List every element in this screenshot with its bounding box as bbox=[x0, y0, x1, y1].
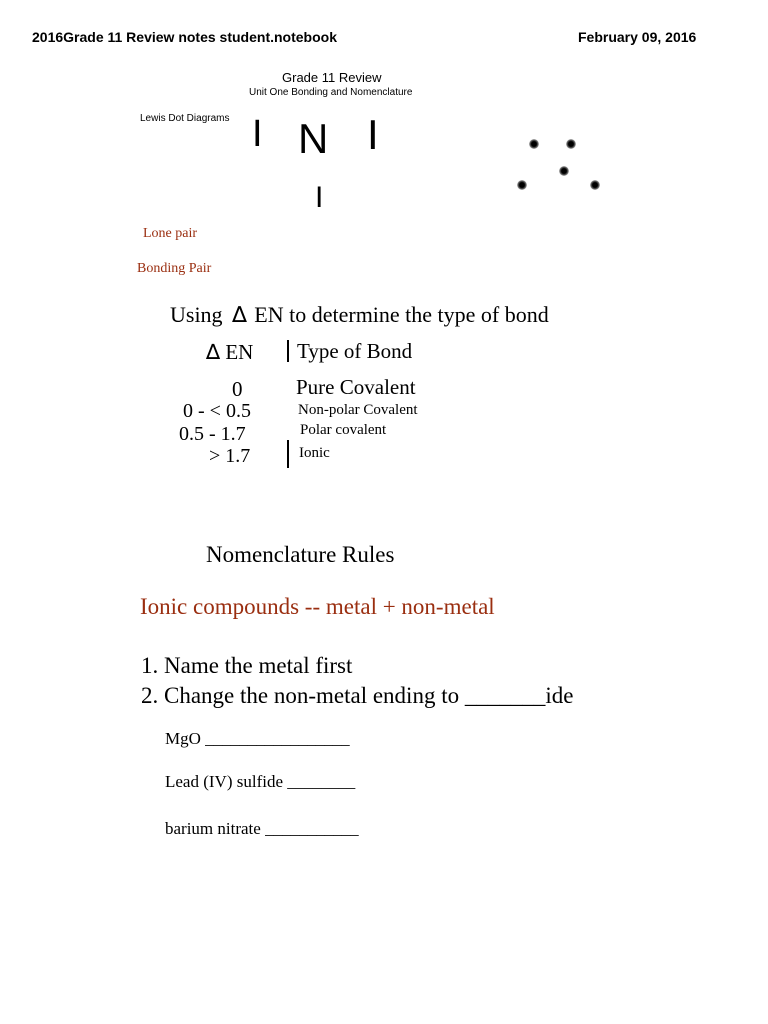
lewis-right-bond: I bbox=[367, 111, 379, 158]
en-range-3: > 1.7 bbox=[209, 445, 251, 467]
lewis-bottom-bond: I bbox=[315, 181, 324, 214]
nomenclature-title: Nomenclature Rules bbox=[206, 542, 395, 567]
bond-type-1: Non-polar Covalent bbox=[298, 402, 418, 418]
en-range-0: 0 bbox=[232, 377, 243, 401]
lewis-nitrogen-symbol: N bbox=[298, 115, 329, 162]
electron-dot bbox=[566, 139, 576, 149]
exercise-mgo: MgO _________________ bbox=[165, 729, 350, 748]
en-range-2: 0.5 - 1.7 bbox=[179, 423, 246, 445]
page-title: Grade 11 Review bbox=[282, 70, 382, 85]
exercise-lead-sulfide: Lead (IV) sulfide ________ bbox=[165, 772, 356, 791]
exercise-barium-nitrate: barium nitrate ___________ bbox=[165, 819, 359, 838]
en-range-1: 0 - < 0.5 bbox=[183, 400, 251, 422]
bond-type-2: Polar covalent bbox=[300, 422, 387, 438]
lewis-left-bond: I bbox=[252, 113, 263, 155]
electron-dot bbox=[590, 180, 600, 190]
lewis-dot-label: Lewis Dot Diagrams bbox=[140, 113, 230, 124]
en-heading bbox=[170, 302, 549, 328]
delta-icon: ∆ bbox=[232, 303, 247, 328]
table-divider bbox=[287, 440, 289, 468]
rule-2: 2. Change the non-metal ending to _______ide bbox=[141, 683, 574, 708]
rule-1: 1. Name the metal first bbox=[141, 653, 353, 678]
en-column-header bbox=[206, 340, 253, 365]
en-heading-suffix: EN to determine the type of bond bbox=[254, 302, 549, 327]
ionic-compounds-heading: Ionic compounds -- metal + non-metal bbox=[140, 594, 495, 619]
bond-type-0: Pure Covalent bbox=[296, 375, 416, 399]
page-subtitle: Unit One Bonding and Nomenclature bbox=[249, 87, 413, 98]
delta-icon: ∆ bbox=[206, 340, 221, 364]
page-date: February 09, 2016 bbox=[578, 29, 697, 45]
electron-dot bbox=[517, 180, 527, 190]
bond-type-3: Ionic bbox=[299, 445, 330, 461]
lone-pair-label: Lone pair bbox=[143, 226, 198, 241]
table-divider bbox=[287, 340, 289, 362]
en-column-label: EN bbox=[225, 340, 254, 364]
electron-dot bbox=[529, 139, 539, 149]
notebook-title: 2016Grade 11 Review notes student.notebook bbox=[32, 29, 337, 45]
en-heading-prefix: Using bbox=[170, 302, 223, 327]
type-of-bond-header: Type of Bond bbox=[297, 339, 413, 363]
bonding-pair-label: Bonding Pair bbox=[137, 261, 212, 276]
electron-dot bbox=[559, 166, 569, 176]
